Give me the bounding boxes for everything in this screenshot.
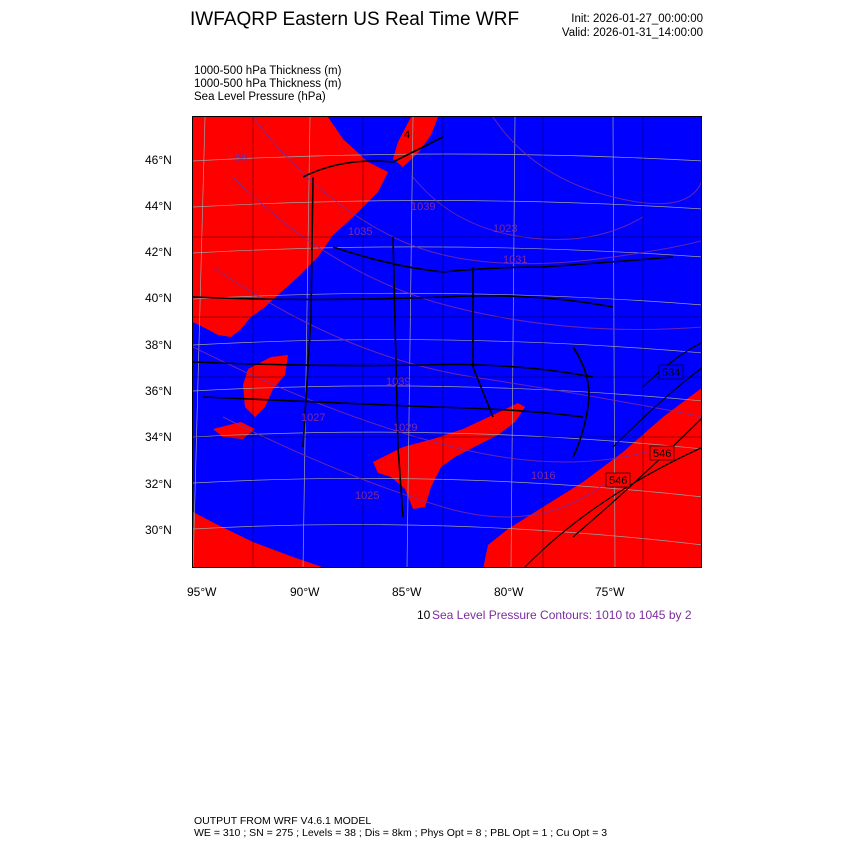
field-label-thickness-1: 1000-500 hPa Thickness (m) [194,65,342,77]
map-label: 4 [404,129,411,141]
lon-label: 90°W [290,585,320,599]
model-settings: WE = 310 ; SN = 275 ; Levels = 38 ; Dis = 8km ; Phys Opt = 8 ; PBL Opt = 1 ; Cu Opt = 3 [194,827,608,839]
svg-text:546: 546 [653,448,672,460]
lat-label: 36°N [145,384,172,398]
lat-label: 30°N [145,523,172,537]
lat-label: 46°N [145,153,172,167]
valid-time: Valid: 2026-01-31_14:00:00 [561,27,703,39]
map-label: 1025 [355,490,380,502]
plot-title: IWFAQRP Eastern US Real Time WRF [190,9,520,30]
map-label: 1035 [348,226,373,238]
map-label: 1031 [503,254,528,266]
contour-info-prefix: 10 [417,608,431,622]
svg-text:546: 546 [609,475,628,487]
lat-label: 42°N [145,245,172,259]
lon-label: 85°W [392,585,422,599]
map-label: 1027 [301,412,326,424]
lat-label: 40°N [145,291,172,305]
lat-label: 32°N [145,477,172,491]
contour-info-slp: Sea Level Pressure Contours: 1010 to 1045 by 2 [432,608,692,622]
model-info: OUTPUT FROM WRF V4.6.1 MODEL [194,815,372,827]
map-label: 1039 [411,201,436,213]
map-label: 1023 [493,223,518,235]
svg-text:534: 534 [662,367,681,379]
lon-label: 75°W [595,585,625,599]
map-canvas [193,117,702,568]
map-label: 1039 [386,376,411,388]
map-label [650,446,674,460]
map-label: 1029 [393,422,418,434]
init-time: Init: 2026-01-27_00:00:00 [571,13,703,25]
map-label [606,473,630,487]
field-label-thickness-2: 1000-500 hPa Thickness (m) [194,78,342,90]
lat-label: 34°N [145,430,172,444]
map-label: 56 [235,152,248,164]
map-label [659,365,683,379]
lon-label: 80°W [494,585,524,599]
field-label-slp: Sea Level Pressure (hPa) [194,91,326,103]
map-label: 1016 [531,470,556,482]
lon-label: 95°W [187,585,217,599]
lat-label: 44°N [145,199,172,213]
lat-label: 38°N [145,338,172,352]
contour-info-line [417,608,702,624]
weather-map [192,116,702,568]
